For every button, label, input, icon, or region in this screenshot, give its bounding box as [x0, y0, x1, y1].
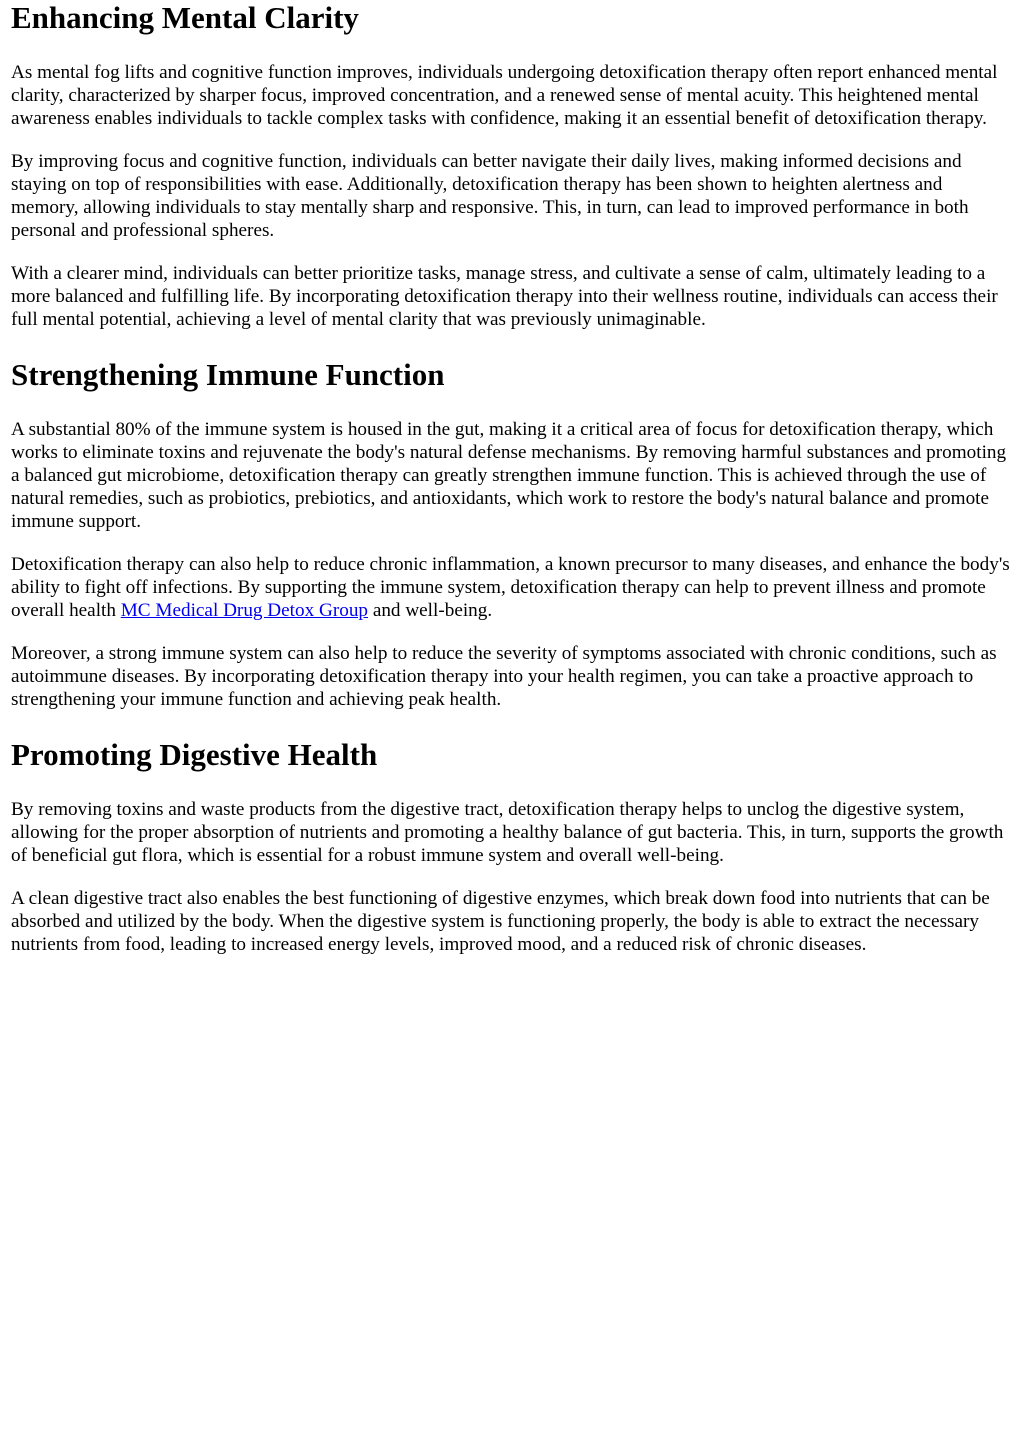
paragraph-digestive-1: By removing toxins and waste products from the digestive tract, detoxification therapy helps to unclog the digestive system, allowing for the proper absorption of nutrients and promoting a healthy balance of gut bacteria. This, in turn, supports the growth of beneficial gut flora, which is essential for a robust immune system and overall well-being. [11, 799, 1004, 866]
paragraph-immune-2 [11, 553, 1013, 622]
heading-enhancing-mental-clarity: Enhancing Mental Clarity [11, 0, 359, 35]
paragraph-immune-1: A substantial 80% of the immune system is housed in the gut, making it a critical area of focus for detoxification therapy, which works to eliminate toxins and rejuvenate the body's natural defense mechanisms. By removing harmful substances and promoting a balanced gut microbiome, detoxification therapy can greatly strengthen immune function. This is achieved through the use of natural remedies, such as probiotics, prebiotics, and antioxidants, which work to restore the body's natural balance and promote immune support. [11, 419, 1007, 532]
paragraph-mental-clarity-1: As mental fog lifts and cognitive function improves, individuals undergoing detoxification therapy often report enhanced mental clarity, characterized by sharper focus, improved concentration, and a renewed sense of mental acuity. This heightened mental awareness enables individuals to tackle complex tasks with confidence, making it an essential benefit of detoxification therapy. [11, 62, 998, 129]
heading-promoting-digestive-health: Promoting Digestive Health [11, 737, 378, 772]
paragraph-mental-clarity-3: With a clearer mind, individuals can better prioritize tasks, manage stress, and cultivate a sense of calm, ultimately leading to a more balanced and fulfilling life. By incorporating detoxification therapy into their wellness routine, individuals can access their full mental potential, achieving a level of mental clarity that was previously unimaginable. [11, 263, 998, 330]
paragraph-immune-2-before: Detoxification therapy can also help to reduce chronic inflammation, a known precursor to many diseases, and enhance the body's ability to fight off infections. By supporting the immune system, detoxification therapy can help to prevent illness and promote overall health [11, 554, 1010, 621]
detox-group-link[interactable]: MC Medical Drug Detox Group [120, 600, 369, 621]
paragraph-immune-3: Moreover, a strong immune system can also help to reduce the severity of symptoms associated with chronic conditions, such as autoimmune diseases. By incorporating detoxification therapy into your health regimen, you can take a proactive approach to strengthening your immune function and achieving peak health. [11, 643, 997, 710]
heading-strengthening-immune-function: Strengthening Immune Function [11, 357, 445, 392]
paragraph-mental-clarity-2: By improving focus and cognitive function, individuals can better navigate their daily lives, making informed decisions and staying on top of responsibilities with ease. Additionally, detoxification therapy has been shown to heighten alertness and memory, allowing individuals to stay mentally sharp and responsive. This, in turn, can lead to improved performance in both personal and professional spheres. [11, 151, 969, 241]
paragraph-digestive-2: A clean digestive tract also enables the best functioning of digestive enzymes, which break down food into nutrients that can be absorbed and utilized by the body. When the digestive system is functioning properly, the body is able to extract the necessary nutrients from food, leading to increased energy levels, improved mood, and a reduced risk of chronic diseases. [11, 888, 990, 955]
paragraph-immune-2-after: and well-being. [368, 600, 493, 621]
